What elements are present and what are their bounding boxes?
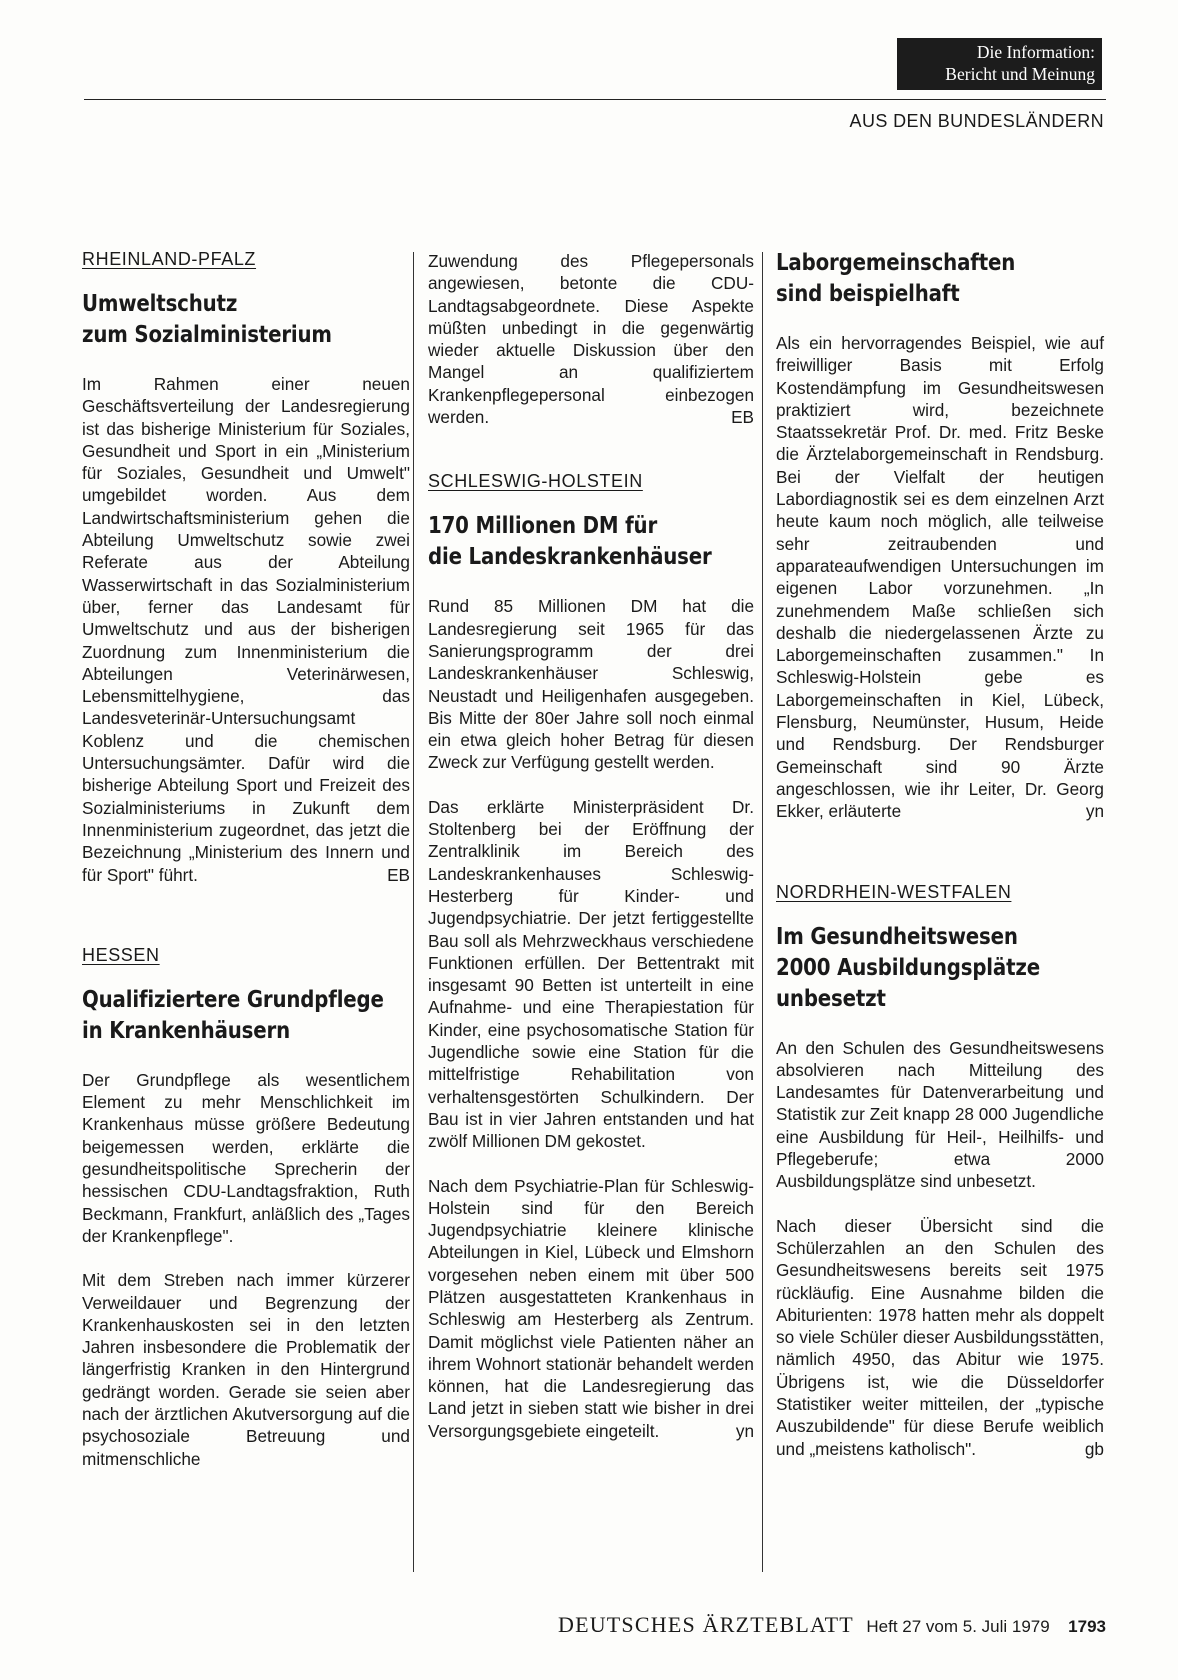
author-signature: EB	[731, 407, 754, 428]
headline-line: Qualifiziertere Grundpflege	[82, 986, 384, 1013]
article-paragraph	[82, 373, 410, 886]
column-divider	[413, 252, 414, 1572]
article-laborgemeinschaften	[776, 248, 1104, 823]
article-rheinland-pfalz	[82, 248, 410, 886]
article-headline	[82, 985, 409, 1047]
issue-info: Heft 27 vom 5. Juli 1979	[866, 1617, 1050, 1636]
article-paragraph-continued	[428, 250, 754, 428]
column-divider	[762, 252, 763, 1572]
article-paragraph: Rund 85 Millionen DM hat die Landesregierung seit 1965 für das Sanierungsprogramm der drei Landeskrankenhäuser Schleswig, Neustadt und Heiligenhafen ausgegeben. Bis Mitte der 80er Jahre soll noch einmal ein etwa gleich hoher Betrag für diesen Zweck zur Verfügung gestellt werden.	[428, 596, 754, 773]
article-paragraph: Das erklärte Ministerpräsident Dr. Stoltenberg bei der Eröffnung der Zentralklinik im Bereich des Landeskrankenhauses Schleswig-Hesterberg für Kinder- und Jugendpsychiatrie. Der jetzt fertiggestellte Bau soll als Mehrzweckhaus verschiedene Funktionen erfüllen. Der Bettentrakt mit insgesamt 90 Betten ist unterteilt in eine Aufnahme- und eine Therapiestation für Kinder, eine psychosomatische Station für Jugendliche sowie eine Station für die mittelfristige Rehabilitation von verhaltensgestörten Schulkindern. Der Bau ist in vier Jahren entstanden und hat zwölf Millionen DM gekostet.	[428, 796, 754, 1152]
paragraph-text: Zuwendung des Pflegepersonals angewiesen, betonte die CDU-Landtagsabgeordnete. Diese Aspekte müßten unbedingt in die gegenwärtig wieder aktuelle Diskussion über den Mangel an qualifiziertem Krankenpflegepersonal einbezogen werden.	[428, 251, 754, 428]
article-paragraph: Mit dem Streben nach immer kürzerer Verweildauer und Begrenzung der Krankenhauskosten sei in den letzten Jahren insbesondere die Problematik der längerfristig Kranken in den Hintergrund gedrängt worden. Gerade sie seien aber nach der ärztlichen Akutversorgung auf die psychosoziale Betreuung und mitmenschliche	[82, 1270, 410, 1469]
column-2	[428, 250, 754, 1464]
region-label: SCHLESWIG-HOLSTEIN	[428, 471, 643, 492]
article-paragraph	[776, 332, 1104, 823]
article-paragraph	[776, 1215, 1104, 1460]
article-paragraph: Der Grundpflege als wesentlichem Element zu mehr Menschlichkeit im Krankenhaus müsse größere Bedeutung beigemessen werden, erklärte die gesundheitspolitische Sprecherin der hessischen CDU-Landtagsfraktion, Ruth Beckmann, Frankfurt, anläßlich des „Tages der Krankenpflege".	[82, 1069, 410, 1246]
headline-line: in Krankenhäusern	[82, 1017, 290, 1044]
headline-line: 170 Millionen DM für	[428, 513, 658, 540]
article-headline	[776, 922, 1103, 1015]
article-headline	[428, 511, 753, 573]
paragraph-text: Als ein hervorragendes Beispiel, wie auf freiwilliger Basis mit Erfolg Kostendämpfung im Gesundheitswesen praktiziert wird, bezeichnete Staatssekretär Prof. Dr. med. Fritz Beske die Ärztelaborgemeinschaft in Rendsburg. Bei der Vielfalt der heutigen Labordiagnostik sei es dem einzelnen Arzt heute kaum noch möglich, alle teilweise sehr zeitraubenden und apparateaufwendigen Untersuchungen im eigenen Labor vorzunehmen. „In zunehmendem Maße schließen sich deshalb die niedergelassenen Ärzte zu Laborgemeinschaften zusammen." In Schleswig-Holstein gebe es Laborgemeinschaften in Kiel, Lübeck, Flensburg, Neumünster, Husum, Heide und Rendsburg. Der Rendsburger Gemeinschaft sind 90 Ärzte angeschlossen, wie ihr Leiter, Dr. Georg Ekker, erläuterte	[776, 333, 1104, 822]
page-number: 1793	[1068, 1617, 1106, 1636]
article-paragraph: An den Schulen des Gesundheitswesens absolvieren nach Mitteilung des Landesamtes für Datenverarbeitung und Statistik zur Zeit knapp 28 000 Jugendliche eine Ausbildung für Heil-, Heilhilfs- und Pflegeberufe; etwa 2000 Ausbildungsplätze sind unbesetzt.	[776, 1037, 1104, 1192]
rubric-tag-line1: Die Information:	[976, 42, 1095, 62]
section-label: AUS DEN BUNDESLÄNDERN	[849, 111, 1104, 131]
headline-line: Umweltschutz	[82, 291, 238, 317]
column-1	[82, 248, 410, 1492]
paragraph-text: Im Rahmen einer neuen Geschäftsverteilung der Landesregierung ist das bisherige Ministerium für Soziales, Gesundheit und Sport in ein „Ministerium für Soziales, Gesundheit und Umwelt" umgebildet worden. Aus dem Landwirtschaftsministerium gehen die Abteilung Umweltschutz sowie zwei Referate aus der Abteilung Wasserwirtschaft in das Sozialministerium über, ferner das Landesamt für Umweltschutz und aus der bisherigen Zuordnung zum Innenministerium die Abteilungen Veterinärwesen, Lebensmittelhygiene, das Landesveterinär-Untersuchungsamt Koblenz und die chemischen Untersuchungsämter. Dafür wird die bisherige Abteilung Sport und Freizeit des Sozialministeriums in Zukunft dem Innenministerium zugeordnet, das jetzt die Bezeichnung „Ministerium des Innern und für Sport" führt.	[82, 374, 410, 885]
headline-line: Im Gesundheitswesen	[776, 923, 1018, 950]
headline-line: 2000 Ausbildungsplätze	[776, 954, 1040, 981]
article-headline	[776, 248, 1103, 310]
author-signature: yn	[1085, 801, 1104, 822]
author-signature: yn	[735, 1420, 754, 1441]
headline-line: unbesetzt	[776, 985, 886, 1012]
article-headline	[82, 289, 409, 351]
paragraph-text: Nach dem Psychiatrie-Plan für Schleswig-Holstein sind für den Bereich Jugendpsychiatrie kleinere klinische Abteilungen in Kiel, Lübeck und Elmshorn vorgesehen neben einem mit über 500 Plätzen ausgestatteten Krankenhaus in Schleswig am Hesterberg als Zentrum. Damit möglichst viele Patienten näher an ihrem Wohnort stationär behandelt werden können, hat die Landesregierung das Land jetzt in sieben statt wie bisher in drei Versorgungsgebiete eingeteilt.	[428, 1175, 754, 1441]
article-nordrhein-westfalen	[776, 881, 1104, 1460]
headline-line: die Landeskrankenhäuser	[428, 544, 712, 571]
article-paragraph	[428, 1175, 754, 1443]
region-label: RHEINLAND-PFALZ	[82, 249, 257, 269]
journal-name: DEUTSCHES ÄRZTEBLATT	[557, 1612, 854, 1637]
paragraph-text: Nach dieser Übersicht sind die Schülerzahlen an den Schulen des Gesundheitswesens bereits seit 1975 rückläufig. Eine Ausnahme bilden die Abiturienten: 1978 hatten mehr als doppelt so viele Schüler dieser Ausbildungsstätten, nämlich 4950, das Abitur wie 1975. Übrigens ist, wie die Düsseldorfer Statistiker weiter mitteilen, der „typische Auszubildende" für diese Berufe weiblich und „meistens katholisch".	[776, 1215, 1104, 1459]
article-schleswig-holstein	[428, 470, 754, 1442]
author-signature: gb	[1084, 1438, 1104, 1459]
headline-line: zum Sozialministerium	[82, 322, 332, 348]
region-label: NORDRHEIN-WESTFALEN	[776, 881, 1012, 902]
region-label: HESSEN	[82, 944, 160, 965]
column-3	[776, 248, 1104, 1482]
headline-line: Laborgemeinschaften	[776, 250, 1016, 276]
article-hessen	[82, 944, 410, 1470]
rubric-tag	[897, 38, 1102, 90]
author-signature: EB	[387, 864, 410, 885]
headline-line: sind beispielhaft	[776, 281, 960, 307]
header-rule	[84, 99, 1106, 100]
rubric-tag-line2: Bericht und Meinung	[945, 64, 1095, 84]
page-footer	[470, 1612, 1106, 1638]
